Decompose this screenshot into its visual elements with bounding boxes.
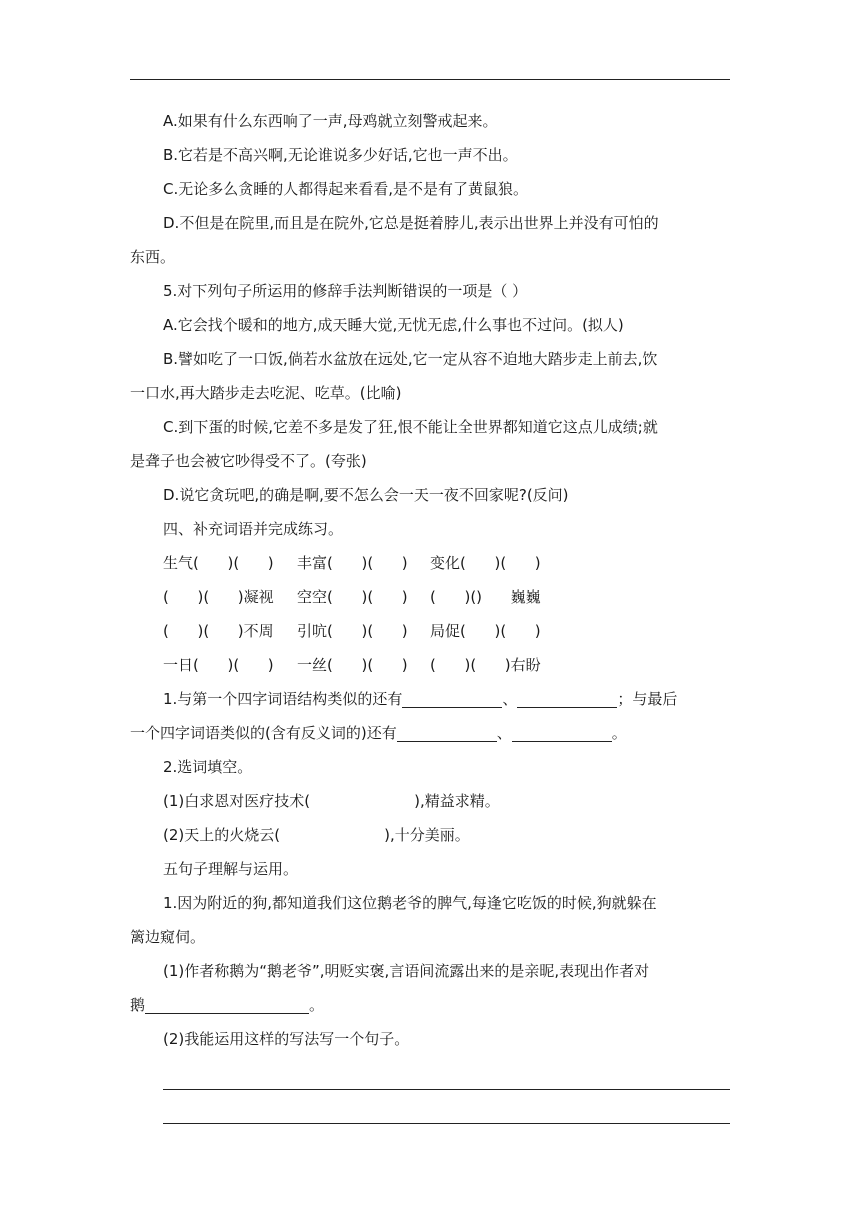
worksheet-page: [130, 104, 730, 1124]
s5-sub2: (2)我能运用这样的写法写一个句子。: [163, 1030, 410, 1048]
word-fill-item[interactable]: ( )( )不周: [163, 622, 274, 640]
q5-option-d: D.说它贪玩吧,的确是啊,要不怎么会一天一夜不回家呢?(反问): [163, 486, 569, 504]
section-5-title: 五句子理解与运用。: [163, 860, 299, 878]
option-d-line2: 东西。: [130, 248, 176, 266]
word-row: [130, 546, 730, 580]
s4-q2-item2: [130, 818, 730, 852]
word-fill-item[interactable]: 局促( )( ): [430, 622, 541, 640]
option-b: B.它若是不高兴啊,无论谁说多少好话,它也一声不出。: [163, 146, 518, 164]
s4-q1-line1: [130, 682, 730, 716]
separator: 、: [502, 690, 518, 708]
period: 。: [611, 724, 627, 742]
s5-sub1-line1: (1)作者称鹅为“鹅老爷”,明贬实褒,言语间流露出来的是亲昵,表现出作者对: [163, 962, 650, 980]
fill-prefix: (2)天上的火烧云(: [163, 826, 281, 844]
answer-blank[interactable]: [512, 723, 612, 742]
word-fill-item[interactable]: 一丝( )( ): [297, 656, 408, 674]
writing-line[interactable]: [163, 1090, 730, 1124]
separator: 、: [496, 724, 512, 742]
word-row: [130, 614, 730, 648]
q5-option-b-line1: B.譬如吃了一口饭,倘若水盆放在远处,它一定从容不迫地大踏步走上前去,饮: [163, 350, 658, 368]
s5-q1-line1: 1.因为附近的狗,都知道我们这位鹅老爷的脾气,每逢它吃饭的时候,狗就躲在: [163, 894, 657, 912]
period: 。: [309, 996, 325, 1014]
header-rule: [130, 79, 730, 80]
option-a: A.如果有什么东西响了一声,母鸡就立刻警戒起来。: [163, 112, 498, 130]
word-fill-item[interactable]: 空空( )( ): [297, 588, 408, 606]
question-5-stem: 5.对下列句子所运用的修辞手法判断错误的一项是（ ）: [163, 282, 528, 300]
answer-blank[interactable]: [145, 995, 309, 1014]
s4-q1-text: 一个四字词语类似的(含有反义词的)还有: [130, 724, 397, 742]
word-fill-item[interactable]: 丰富( )( ): [297, 554, 408, 572]
word-fill-item[interactable]: 引吭( )( ): [297, 622, 408, 640]
word-fill-item[interactable]: 生气( )( ): [163, 554, 274, 572]
s4-q1-line2: [130, 716, 730, 750]
s4-q1-text: ；与最后: [617, 690, 678, 708]
fill-suffix: ),十分美丽。: [384, 826, 470, 844]
word-fill-item[interactable]: 一日( )( ): [163, 656, 274, 674]
fill-prefix: (1)白求恩对医疗技术(: [163, 792, 311, 810]
option-c: C.无论多么贪睡的人都得起来看看,是不是有了黄鼠狼。: [163, 180, 529, 198]
answer-blank[interactable]: [402, 689, 502, 708]
q5-option-b-line2: 一口水,再大踏步走去吃泥、吃草。(比喻): [130, 384, 402, 402]
fill-suffix: ),精益求精。: [414, 792, 500, 810]
sub1-text: 鹅: [130, 996, 146, 1014]
word-row: [130, 648, 730, 682]
answer-blank[interactable]: [397, 723, 497, 742]
q5-option-c-line1: C.到下蛋的时候,它差不多是发了狂,恨不能让全世界都知道它这点儿成绩;就: [163, 418, 658, 436]
word-row: [130, 580, 730, 614]
answer-blank[interactable]: [517, 689, 617, 708]
writing-line[interactable]: [163, 1056, 730, 1090]
word-fill-item[interactable]: ( )( )凝视: [163, 588, 274, 606]
s5-sub1-line2: [130, 988, 730, 1022]
section-4-title: 四、补充词语并完成练习。: [163, 520, 344, 538]
s4-q2-title: 2.选词填空。: [163, 758, 253, 776]
q5-option-a: A.它会找个暖和的地方,成天睡大觉,无忧无虑,什么事也不过问。(拟人): [163, 316, 624, 334]
option-d-line1: D.不但是在院里,而且是在院外,它总是挺着脖儿,表示出世界上并没有可怕的: [163, 214, 659, 232]
word-fill-item[interactable]: ( )() 巍巍: [430, 588, 541, 606]
q5-option-c-line2: 是聋子也会被它吵得受不了。(夸张): [130, 452, 367, 470]
s4-q1-text: 1.与第一个四字词语结构类似的还有: [163, 690, 403, 708]
s4-q2-item1: [130, 784, 730, 818]
s5-q1-line2: 篱边窥伺。: [130, 928, 206, 946]
word-fill-item[interactable]: 变化( )( ): [430, 554, 541, 572]
word-fill-item[interactable]: ( )( )右盼: [430, 656, 541, 674]
